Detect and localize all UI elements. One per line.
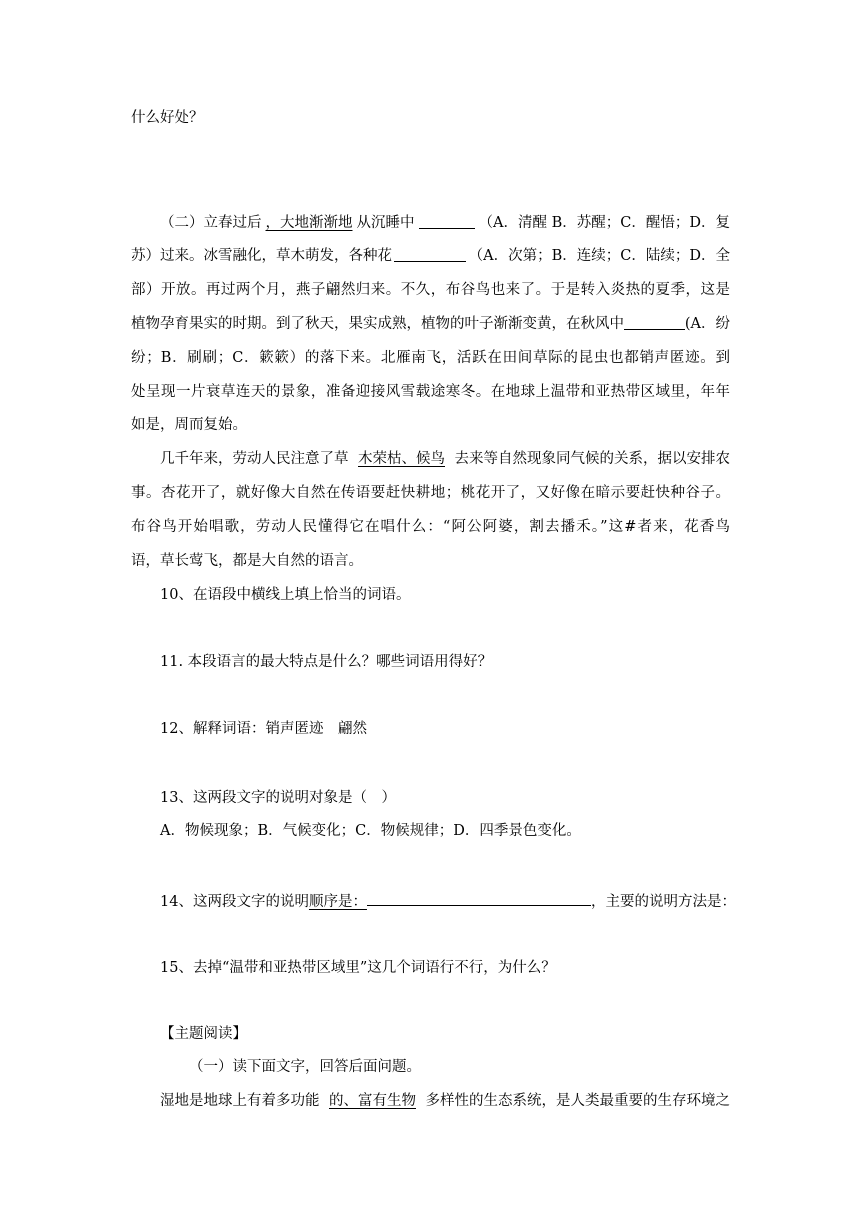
fill-blank (394, 246, 466, 262)
answer-blank[interactable] (367, 890, 591, 906)
fill-blank (624, 314, 685, 330)
question-12: 12、解释词语：销声匿迹 翩然 (160, 721, 367, 737)
passage-line (131, 246, 730, 266)
text-segment: 湿地是地球上有着多功能 (160, 1093, 320, 1109)
text-segment: （二）立春过后 (160, 215, 262, 231)
section-title: 【主题阅读】 (160, 1026, 247, 1042)
passage-line (131, 314, 730, 334)
text-segment: 苏）过来。冰雪融化，草木萌发，各种花 (131, 248, 392, 264)
section-subtitle: （一）读下面文字，回答后面问题。 (189, 1059, 421, 1075)
passage-line: 布谷鸟开始唱歌，劳动人民懂得它在唱什么：“阿公阿婆，割去播禾。”这#者来，花香鸟 (131, 519, 730, 535)
text-segment: 几千年来，劳动人民注意了草 (160, 451, 349, 467)
text-segment: （A．清醒 B．苏醒；C．醒悟；D．复 (478, 215, 730, 231)
question-10: 10、在语段中横线上填上恰当的词语。 (160, 587, 411, 603)
passage-line (160, 1091, 730, 1111)
text-line: 什么好处？ (131, 110, 204, 126)
passage-line: 纷；B．刷刷；C．簌簌）的落下来。北雁南飞，活跃在田间草际的昆虫也都销声匿迹。到 (131, 350, 730, 366)
passage-line (160, 449, 730, 469)
underlined-text: 顺序是： (308, 894, 367, 910)
question-13-options: A．物候现象；B．气候变化；C．物候规律；D．四季景色变化。 (160, 823, 581, 839)
passage-line: 语，草长莺飞，都是大自然的语言。 (131, 553, 363, 569)
underlined-text: 的、富有生物 (329, 1093, 416, 1109)
passage-line: 处呈现一片衰草连天的景象，准备迎接风雪载途寒冬。在地球上温带和亚热带区域里，年年 (131, 384, 730, 400)
question-15: 15、去掉“温带和亚热带区域里”这几个词语行不行，为什么？ (160, 960, 556, 976)
fill-blank (419, 213, 475, 229)
text-segment: (A．纷 (684, 316, 730, 332)
text-segment: 多样性的生态系统，是人类最重要的生存环境之 (425, 1093, 730, 1109)
underlined-text: ，大地渐渐地 (265, 215, 353, 231)
text-segment: ，主要的说明方法是： (590, 894, 736, 910)
question-11: 11. 本段语言的最大特点是什么？哪些词语用得好？ (160, 654, 493, 670)
underlined-text: 木荣枯、候鸟 (358, 451, 445, 467)
question-13: 13、这两段文字的说明对象是（ ） (160, 790, 396, 806)
passage-line: 如是，周而复始。 (131, 417, 247, 433)
text-segment: 植物孕育果实的时期。到了秋天，果实成熟，植物的叶子渐渐变黄，在秋风中 (131, 316, 624, 332)
passage-line (160, 213, 730, 233)
text-segment: 从沉睡中 (356, 215, 415, 231)
passage-line: 事。杏花开了，就好像大自然在传语要赶快耕地；桃花开了，又好像在暗示要赶快种谷子。 (131, 485, 730, 501)
text-segment: 14、这两段文字的说明 (160, 894, 309, 910)
question-14 (160, 890, 736, 912)
text-segment: （A．次第；B．连续；C．陆续；D．全 (468, 248, 730, 264)
passage-line: 部）开放。再过两个月，燕子翩然归来。不久，布谷鸟也来了。于是转入炎热的夏季，这是 (131, 282, 730, 298)
text-segment: 去来等自然现象同气候的关系，据以安排农 (454, 451, 730, 467)
